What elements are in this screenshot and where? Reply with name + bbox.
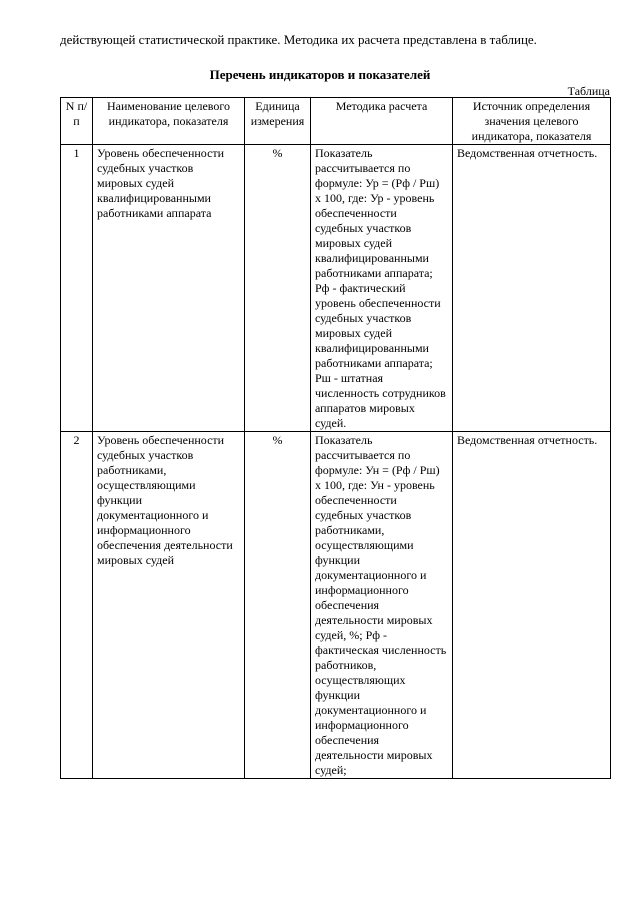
header-source: Источник определения значения целевого индикатора, показателя — [453, 98, 611, 145]
row-unit: % — [245, 145, 311, 432]
row-num: 1 — [61, 145, 93, 432]
row-name: Уровень обеспеченности судебных участков мировых судей квалифицированными работниками аппарата — [93, 145, 245, 432]
table-row — [61, 432, 611, 779]
row-source: Ведомственная отчетность. — [453, 432, 611, 779]
table-row — [61, 145, 611, 432]
header-method: Методика расчета — [311, 98, 453, 145]
row-name: Уровень обеспеченности судебных участков работниками, осуществляющими функции документационного и информационного обеспечения деятельности мировых судей — [93, 432, 245, 779]
indicators-table — [60, 97, 611, 779]
header-num: N п/п — [61, 98, 93, 145]
table-label: Таблица — [567, 84, 610, 98]
row-method: Показатель рассчитывается по формуле: Ун = (Рф / Рш) x 100, где: Ун - уровень обеспеченности судебных участков работниками, осуществляющими функции документационного и информационного обеспечения деятельности мировых судей, %; Рф - фактическая численность работников, осуществляющих функции документационного и информационного обеспечения деятельности мировых судей; — [311, 432, 453, 779]
intro-paragraph: действующей статистической практике. Методика их расчета представлена в таблице. — [60, 32, 537, 47]
header-unit: Единица измерения — [245, 98, 311, 145]
row-method: Показатель рассчитывается по формуле: Ур = (Рф / Рш) x 100, где: Ур - уровень обеспеченности судебных участков мировых судей квалифицированными работниками аппарата; Рф - фактический уровень обеспеченности судебных участков мировых судей квалифицированными работниками аппарата; Рш - штатная численность сотрудников аппаратов мировых судей. — [311, 145, 453, 432]
row-source: Ведомственная отчетность. — [453, 145, 611, 432]
row-num: 2 — [61, 432, 93, 779]
header-name: Наименование целевого индикатора, показателя — [93, 98, 245, 145]
table-header-row — [61, 98, 611, 145]
row-unit: % — [245, 432, 311, 779]
table-title: Перечень индикаторов и показателей — [209, 67, 431, 82]
